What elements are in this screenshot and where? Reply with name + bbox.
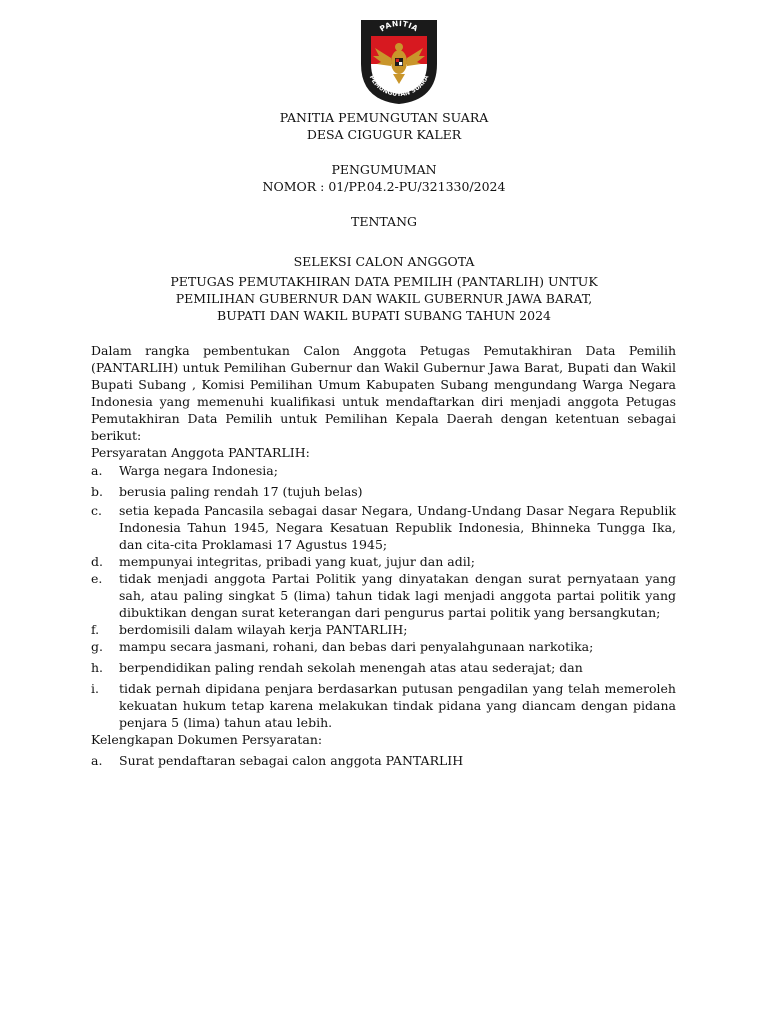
list-item-marker: g. xyxy=(91,639,103,654)
requirements-heading: Persyaratan Anggota PANTARLIH: xyxy=(91,445,310,460)
logo-top-text: PANITIA xyxy=(378,18,420,34)
list-item xyxy=(91,553,676,570)
doc-type: PENGUMUMAN xyxy=(331,162,437,177)
list-item-text: berpendidikan paling rendah sekolah menengah atas atau sederajat; dan xyxy=(119,660,583,675)
documents-list xyxy=(91,752,676,769)
list-item-text: mempunyai integritas, pribadi yang kuat, jujur dan adil; xyxy=(119,554,475,569)
requirements-list xyxy=(91,462,676,731)
org-line-2: DESA CIGUGUR KALER xyxy=(306,127,462,142)
list-item-text: setia kepada Pancasila sebagai dasar Negara, Undang-Undang Dasar Negara Republik Indonesia Tahun 1945, Negara Kesatuan Republik Indonesia, Bhinneka Tunggа Ika, dan cita-cita Proklamasi 17 Agustus 1945; xyxy=(119,503,676,552)
subject-line-3: PEMILIHAN GUBERNUR DAN WAKIL GUBERNUR JAWA BARAT, xyxy=(175,291,593,306)
list-item-text: berusia paling rendah 17 (tujuh belas) xyxy=(119,484,363,499)
announcement-body xyxy=(91,342,676,769)
doc-number: NOMOR : 01/PP.04.2-PU/321330/2024 xyxy=(262,179,506,194)
subject-line-1: SELEKSI CALON ANGGOTA xyxy=(293,254,475,269)
list-item-marker: f. xyxy=(91,622,100,637)
list-item-marker: h. xyxy=(91,660,104,675)
logo-bottom-text: PEMUNGUTAN SUARA xyxy=(367,74,431,99)
org-line-1: PANITIA PEMUNGUTAN SUARA xyxy=(279,110,489,125)
list-item-marker: c. xyxy=(91,503,102,518)
list-item-text: mampu secara jasmani, rohani, dan bebas dari penyalahgunaan narkotika; xyxy=(119,639,594,654)
subject-heading xyxy=(0,253,768,324)
about-heading xyxy=(0,213,768,230)
list-item-marker: b. xyxy=(91,484,103,499)
list-item xyxy=(91,570,676,621)
organization-heading xyxy=(0,109,768,143)
list-item xyxy=(91,462,676,479)
list-item-text: Warga negara Indonesia; xyxy=(119,463,278,478)
list-item-text: berdomisili dalam wilayah kerja PANTARLIH; xyxy=(119,622,408,637)
list-item-marker: a. xyxy=(91,463,103,478)
announcement-heading xyxy=(0,161,768,195)
list-item xyxy=(91,659,676,676)
list-item xyxy=(91,502,676,553)
list-item xyxy=(91,638,676,655)
list-item-text: Surat pendaftaran sebagai calon anggota PANTARLIH xyxy=(119,753,464,768)
subject-line-4: BUPATI DAN WAKIL BUPATI SUBANG TAHUN 2024 xyxy=(217,308,551,323)
list-item xyxy=(91,752,676,769)
list-item-marker: i. xyxy=(91,681,99,696)
list-item xyxy=(91,621,676,638)
subject-line-2: PETUGAS PEMUTAKHIRAN DATA PEMILIH (PANTARLIH) UNTUK xyxy=(170,274,598,289)
list-item-marker: e. xyxy=(91,571,103,586)
kpu-pps-logo xyxy=(355,14,443,106)
documents-heading: Kelengkapan Dokumen Persyaratan: xyxy=(91,732,323,747)
list-item-marker: a. xyxy=(91,753,103,768)
about-label: TENTANG xyxy=(350,214,417,229)
list-item xyxy=(91,483,676,500)
list-item xyxy=(91,680,676,731)
list-item-marker: d. xyxy=(91,554,103,569)
list-item-text: tidak menjadi anggota Partai Politik yang dinyatakan dengan surat pernyataan yang sah, atau paling singkat 5 (lima) tahun tidak lagi menjadi anggota partai politik yang dibuktikan dengan surat keterangan dari pengurus partai politik yang bersangkutan; xyxy=(119,571,676,620)
list-item-text: tidak pernah dipidana penjara berdasarkan putusan pengadilan yang telah memeroleh kekuatan hukum tetap karena melakukan tindak pidana yang diancam dengan pidana penjara 5 (lima) tahun atau lebih. xyxy=(119,681,676,730)
intro-paragraph: Dalam rangka pembentukan Calon Anggota Petugas Pemutakhiran Data Pemilih (PANTARLIH) untuk Pemilihan Gubernur dan Wakil Gubernur Jawa Barat, Bupati dan Wakil Bupati Subang , Komisi Pemilihan Umum Kabupaten Subang mengundang Warga Negara Indonesia yang memenuhi kualifikasi untuk mendaftarkan diri menjadi anggota Petugas Pemutakhiran Data Pemilih untuk Pemilihan Kepala Daerah dengan ketentuan sebagai berikut: xyxy=(91,343,676,443)
